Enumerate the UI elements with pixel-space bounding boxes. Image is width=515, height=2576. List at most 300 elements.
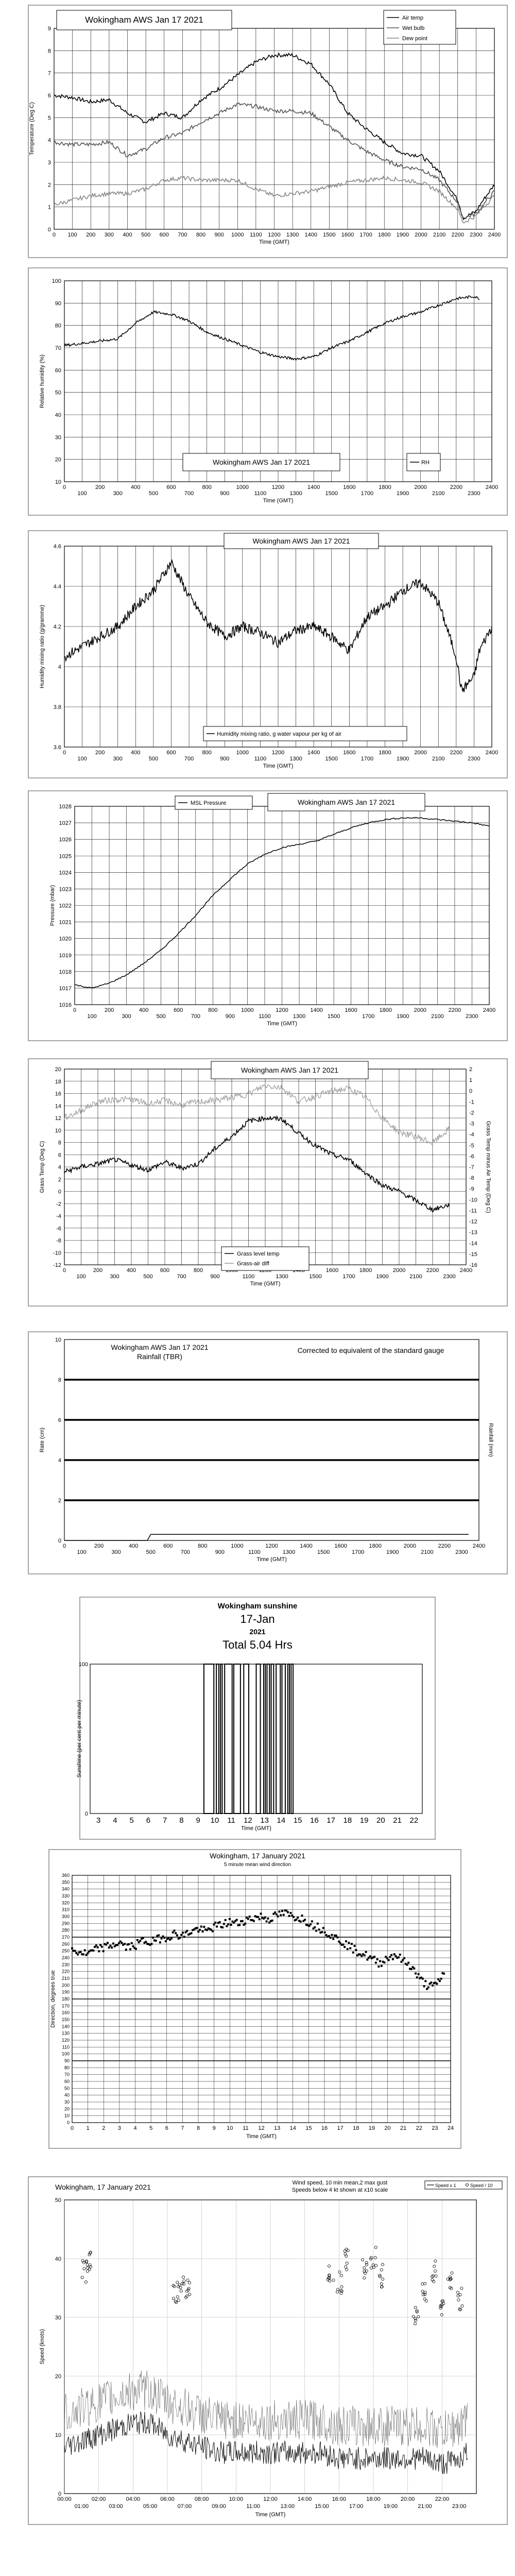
x-tick-label: 8: [196, 2125, 200, 2131]
direction-point: [406, 1964, 408, 1966]
x-tick-label: 1400: [304, 232, 317, 238]
x-axis-label: Time (GMT): [256, 1556, 287, 1563]
x-tick-label: 13: [260, 1816, 269, 1825]
y2-tick-label: -15: [469, 1251, 477, 1258]
x-tick-label: 1100: [250, 232, 262, 238]
direction-point: [264, 1917, 266, 1919]
x-tick-label: 1500: [323, 232, 336, 238]
direction-point: [105, 1943, 107, 1945]
direction-point: [418, 1973, 420, 1975]
y2-tick-label: -5: [469, 1142, 474, 1149]
direction-point: [84, 1949, 86, 1951]
x-tick-label: 1100: [254, 756, 267, 762]
x-tick-label: 16: [310, 1816, 319, 1825]
x-tick-label: 09:00: [212, 2503, 226, 2510]
direction-point: [129, 1948, 131, 1950]
x-tick-label: 300: [113, 756, 123, 762]
direction-point: [111, 1946, 113, 1948]
x-axis-label: Time (GMT): [259, 239, 289, 245]
x-tick-label: 2000: [415, 232, 427, 238]
y-tick-label: 250: [61, 1948, 70, 1954]
y-tick-label: 4.6: [53, 544, 61, 550]
direction-point: [203, 1926, 205, 1928]
x-tick-label: 700: [184, 756, 194, 762]
y-tick-label: 350: [61, 1879, 70, 1885]
x-tick-label: 200: [94, 1543, 104, 1549]
direction-point: [155, 1940, 157, 1942]
y-tick-label: 10: [55, 1127, 61, 1134]
x-tick-label: 1200: [271, 750, 285, 756]
y-tick-label: 70: [55, 345, 61, 351]
direction-point: [331, 1934, 333, 1936]
direction-point: [223, 1923, 225, 1925]
x-tick-label: 1400: [300, 1543, 313, 1549]
x-tick-label: 2200: [451, 232, 464, 238]
x-tick-label: 1700: [351, 1549, 365, 1555]
x-axis-label: Time (GMT): [241, 1825, 271, 1832]
direction-point: [175, 1932, 177, 1934]
direction-point: [271, 1920, 273, 1922]
direction-point: [173, 1929, 175, 1931]
direction-point: [274, 1911, 276, 1913]
y-tick-label: 10: [55, 1337, 61, 1343]
direction-point: [324, 1931, 326, 1934]
y-tick-label: 0: [58, 1189, 61, 1195]
x-tick-label: 13:00: [280, 2503, 295, 2510]
y-tick-label: 20: [55, 2374, 61, 2380]
direction-point: [281, 1910, 283, 1912]
y-tick-label: -8: [56, 1238, 61, 1244]
x-tick-label: 3: [96, 1816, 101, 1825]
y-tick-label: 100: [78, 1662, 88, 1668]
direction-point: [107, 1942, 109, 1944]
y-tick-label: 20: [55, 456, 61, 463]
direction-point: [348, 1942, 350, 1944]
direction-point: [332, 1938, 334, 1940]
direction-point: [125, 1948, 127, 1951]
x-tick-label: 17: [327, 1816, 335, 1825]
y-tick-label: 20: [55, 1066, 61, 1073]
y-tick-label: 50: [55, 389, 61, 396]
direction-point: [398, 1956, 400, 1958]
direction-point: [381, 1965, 383, 1967]
x-tick-label: 1200: [265, 1543, 278, 1549]
x-tick-label: 300: [111, 1549, 121, 1555]
y2-tick-label: 2: [469, 1066, 473, 1073]
x-tick-label: 22:00: [435, 2496, 450, 2502]
x-tick-label: 22: [409, 1816, 419, 1825]
y-tick-label: 90: [64, 2058, 70, 2063]
y2-tick-label: -9: [469, 1186, 474, 1193]
y-tick-label: 3.8: [53, 704, 61, 710]
y-tick-label: 9: [47, 26, 51, 32]
direction-point: [317, 1923, 319, 1925]
x-tick-label: 20:00: [400, 2496, 415, 2502]
y-tick-label: 360: [61, 1873, 70, 1878]
direction-point: [342, 1943, 344, 1945]
direction-point: [407, 1962, 409, 1964]
direction-point: [139, 1940, 141, 1942]
direction-point: [244, 1923, 246, 1925]
y-tick-label: 1022: [59, 903, 72, 909]
x-tick-label: 2000: [414, 750, 427, 756]
y-tick-label: 18: [55, 1078, 61, 1085]
y-axis-label: Humidity mixing ratio (g/gramme): [39, 605, 45, 688]
x-tick-label: 1800: [369, 1543, 382, 1549]
y-tick-label: 330: [61, 1893, 70, 1899]
x-tick-label: 9: [196, 1816, 200, 1825]
direction-point: [165, 1940, 167, 1942]
x-tick-label: 500: [141, 232, 151, 238]
x-tick-label: 2300: [468, 490, 480, 497]
x-axis-label: Time (GMT): [263, 498, 294, 504]
x-tick-label: 2100: [421, 1549, 434, 1555]
x-tick-label: 6: [146, 1816, 151, 1825]
direction-point: [289, 1912, 291, 1914]
direction-point: [335, 1935, 337, 1937]
x-tick-label: 2400: [459, 1267, 473, 1274]
y-tick-label: 30: [55, 434, 61, 441]
direction-point: [360, 1955, 363, 1957]
y-tick-label: 340: [61, 1886, 70, 1892]
y-tick-label: 130: [61, 2030, 70, 2036]
legend-entry: Grass-air diff: [237, 1261, 269, 1267]
y2-tick-label: -2: [469, 1110, 474, 1116]
direction-point: [288, 1915, 290, 1917]
y-tick-label: 0: [58, 2491, 61, 2497]
direction-point: [158, 1934, 160, 1936]
direction-point: [249, 1916, 251, 1918]
y-tick-label: 0: [58, 1538, 61, 1544]
x-tick-label: 800: [202, 484, 212, 490]
y-tick-label: 210: [61, 1976, 70, 1981]
y-tick-label: -10: [53, 1250, 61, 1257]
legend-entry: Speed x 1: [435, 2183, 456, 2188]
y-tick-label: -6: [56, 1225, 61, 1232]
x-tick-label: 1100: [248, 1549, 261, 1555]
direction-point: [365, 1951, 367, 1953]
x-tick-label: 12: [244, 1816, 252, 1825]
x-tick-label: 300: [104, 232, 114, 238]
x-tick-label: 1700: [359, 232, 372, 238]
x-tick-label: 500: [156, 1013, 166, 1020]
x-tick-label: 2000: [403, 1543, 417, 1549]
y-tick-label: 16: [55, 1091, 61, 1097]
x-tick-label: 1700: [342, 1274, 355, 1280]
x-tick-label: 1300: [293, 1013, 306, 1020]
direction-point: [238, 1924, 241, 1926]
direction-point: [345, 1940, 347, 1942]
direction-point: [116, 1944, 118, 1946]
y-tick-label: 4: [58, 1164, 61, 1171]
chart-title: Wokingham AWS Jan 17 2021: [252, 537, 350, 545]
x-tick-label: 1000: [236, 750, 249, 756]
x-tick-label: 700: [191, 1013, 200, 1020]
x-tick-label: 2000: [414, 484, 427, 490]
direction-point: [422, 1978, 424, 1980]
direction-point: [87, 1952, 89, 1954]
x-tick-label: 2100: [432, 490, 445, 497]
y-tick-label: 1025: [59, 853, 72, 860]
chart-title: Wokingham, 17 January 2021: [55, 2183, 151, 2191]
direction-point: [399, 1954, 401, 1956]
direction-point: [293, 1916, 295, 1918]
direction-point: [424, 1980, 426, 1982]
x-tick-label: 20: [384, 2125, 391, 2131]
y2-tick-label: -7: [469, 1164, 474, 1171]
x-tick-label: 16: [321, 2125, 328, 2131]
x-tick-label: 14:00: [297, 2496, 312, 2502]
y-tick-label: 300: [61, 1914, 70, 1919]
x-tick-label: 10: [210, 1816, 219, 1825]
x-tick-label: 800: [208, 1007, 218, 1013]
x-tick-label: 900: [220, 756, 230, 762]
direction-point: [410, 1968, 413, 1970]
direction-point: [267, 1918, 269, 1920]
x-tick-label: 2200: [450, 750, 463, 756]
x-tick-label: 23:00: [452, 2503, 467, 2510]
x-tick-label: 21: [393, 1816, 402, 1825]
x-tick-label: 16:00: [332, 2496, 347, 2502]
direction-point: [71, 1947, 73, 1950]
x-tick-label: 24: [447, 2125, 454, 2131]
y-axis-label: Rate (cm): [39, 1427, 45, 1453]
direction-point: [322, 1927, 324, 1929]
direction-point: [136, 1939, 139, 1941]
direction-point: [102, 1950, 105, 1952]
x-tick-label: 1500: [325, 756, 338, 762]
x-axis-label: Time (GMT): [250, 1281, 281, 1287]
y-tick-label: 30: [64, 2099, 70, 2105]
x-tick-label: 17:00: [349, 2503, 364, 2510]
direction-point: [389, 1956, 391, 1958]
x-tick-label: 1600: [345, 1007, 357, 1013]
x-tick-label: 13: [274, 2125, 281, 2131]
direction-point: [257, 1916, 259, 1918]
legend-entry: Air temp: [402, 15, 423, 21]
y-tick-label: 100: [52, 278, 61, 284]
x-tick-label: 08:00: [194, 2496, 209, 2502]
y-tick-label: 6: [58, 1152, 61, 1159]
x-axis-label: Time (GMT): [255, 2512, 286, 2518]
direction-point: [74, 1950, 76, 1952]
direction-point: [283, 1914, 285, 1916]
x-tick-label: 18:00: [366, 2496, 381, 2502]
direction-point: [301, 1914, 303, 1917]
y-tick-label: 80: [55, 323, 61, 329]
x-tick-label: 700: [177, 1274, 186, 1280]
direction-point: [121, 1942, 123, 1944]
legend-entry: RH: [421, 460, 430, 466]
x-axis-label: Time (GMT): [246, 2133, 277, 2140]
direction-point: [176, 1934, 178, 1936]
direction-point: [416, 1976, 418, 1978]
direction-point: [338, 1941, 340, 1943]
direction-point: [163, 1937, 165, 1939]
y-tick-label: 1027: [59, 820, 72, 827]
y-tick-label: 310: [61, 1907, 70, 1912]
x-tick-label: 06:00: [160, 2496, 175, 2502]
direction-point: [92, 1950, 94, 1952]
direction-point: [161, 1938, 163, 1940]
direction-point: [202, 1930, 204, 1933]
y2-tick-label: -8: [469, 1175, 474, 1182]
x-tick-label: 1100: [259, 1013, 271, 1020]
direction-point: [152, 1937, 154, 1939]
y-tick-label: 40: [55, 412, 61, 418]
y2-tick-label: -12: [469, 1218, 477, 1225]
y-axis-label: Direction, degrees true: [50, 1970, 56, 2028]
x-tick-label: 1800: [379, 750, 391, 756]
direction-point: [430, 1981, 432, 1984]
direction-point: [183, 1936, 185, 1938]
y-tick-label: 3.6: [53, 744, 61, 751]
direction-point: [247, 1918, 249, 1920]
direction-point: [95, 1944, 97, 1946]
direction-point: [97, 1946, 99, 1948]
direction-point: [221, 1926, 224, 1928]
x-tick-label: 0: [62, 1543, 66, 1549]
direction-point: [413, 1968, 415, 1970]
direction-point: [300, 1921, 302, 1923]
direction-point: [415, 1972, 417, 1974]
y-tick-label: 3: [47, 160, 51, 166]
x-tick-label: 15: [305, 2125, 312, 2131]
x-tick-label: 2100: [431, 1013, 444, 1020]
y-tick-label: 12: [55, 1115, 61, 1122]
direction-point: [242, 1920, 244, 1922]
x-tick-label: 1600: [325, 1267, 339, 1274]
direction-point: [297, 1917, 299, 1919]
x-tick-label: 1400: [307, 750, 320, 756]
x-tick-label: 2000: [414, 1007, 427, 1013]
y-tick-label: 0: [47, 227, 51, 233]
direction-point: [259, 1918, 261, 1920]
y-tick-label: 2: [47, 182, 51, 189]
y-tick-label: 230: [61, 1962, 70, 1968]
direction-point: [112, 1942, 114, 1944]
direction-point: [437, 1978, 439, 1980]
chart-title: Wokingham AWS Jan 17 2021: [85, 15, 203, 25]
x-tick-label: 400: [131, 750, 141, 756]
direction-point: [145, 1941, 147, 1943]
x-tick-label: 2200: [426, 1267, 439, 1274]
direction-point: [392, 1958, 394, 1960]
direction-point: [82, 1953, 84, 1955]
x-tick-label: 1500: [325, 490, 338, 497]
y-tick-label: 8: [47, 48, 51, 55]
y2-tick-label: -4: [469, 1131, 474, 1138]
y-tick-label: 40: [55, 2256, 61, 2262]
x-tick-label: 8: [179, 1816, 184, 1825]
x-tick-label: 1700: [360, 490, 374, 497]
direction-point: [364, 1954, 366, 1956]
y2-axis-label: Rainfall (mm): [488, 1423, 494, 1457]
x-tick-label: 1: [86, 2125, 90, 2131]
y-tick-label: 4: [47, 137, 51, 144]
direction-point: [377, 1965, 380, 1968]
y-axis-label: Grass Temp (Deg C): [39, 1141, 45, 1193]
y-tick-label: 80: [64, 2065, 70, 2071]
x-tick-label: 19:00: [383, 2503, 398, 2510]
direction-point: [200, 1926, 202, 1928]
y-tick-label: 4.2: [53, 624, 61, 630]
direction-point: [128, 1943, 130, 1945]
x-tick-label: 900: [220, 490, 230, 497]
direction-point: [182, 1931, 184, 1934]
direction-point: [379, 1960, 381, 1962]
x-tick-label: 17: [337, 2125, 344, 2131]
direction-point: [172, 1931, 174, 1934]
y-tick-label: 10: [55, 479, 61, 485]
y-tick-label: 8: [58, 1140, 61, 1146]
y-tick-label: 6: [58, 1417, 61, 1423]
y-tick-label: 30: [55, 2315, 61, 2321]
x-tick-label: 1200: [276, 1007, 288, 1013]
legend-entry: Dew point: [402, 36, 427, 42]
y-tick-label: -4: [56, 1213, 61, 1219]
direction-point: [383, 1961, 385, 1963]
direction-point: [321, 1931, 323, 1933]
legend-entry: MSL Pressure: [191, 800, 227, 806]
direction-point: [180, 1934, 182, 1936]
x-tick-label: 700: [180, 1549, 190, 1555]
y-tick-label: 270: [61, 1935, 70, 1940]
x-tick-label: 23: [432, 2125, 438, 2131]
direction-point: [336, 1936, 338, 1938]
y-tick-label: 1017: [59, 985, 72, 992]
y-tick-label: 240: [61, 1955, 70, 1960]
legend-box: [221, 1247, 309, 1270]
x-tick-label: 12: [258, 2125, 265, 2131]
x-tick-label: 1400: [307, 484, 320, 490]
x-tick-label: 500: [143, 1274, 153, 1280]
y-tick-label: 14: [55, 1103, 61, 1110]
direction-point: [423, 1985, 425, 1987]
y2-axis-label: Grass Temp minus Air Temp (Deg C): [485, 1121, 491, 1213]
direction-point: [369, 1955, 371, 1957]
y-tick-label: 1016: [59, 1002, 72, 1008]
x-tick-label: 1800: [379, 1007, 392, 1013]
x-tick-label: 1900: [396, 490, 409, 497]
y-tick-label: 7: [47, 70, 51, 77]
y-tick-label: 1026: [59, 837, 72, 843]
y2-tick-label: -10: [469, 1197, 477, 1204]
direction-point: [393, 1953, 396, 1955]
x-tick-label: 15: [293, 1816, 302, 1825]
x-tick-label: 1900: [386, 1549, 399, 1555]
direction-point: [351, 1943, 353, 1945]
x-tick-label: 700: [184, 490, 194, 497]
direction-point: [226, 1925, 228, 1927]
direction-point: [440, 1978, 442, 1980]
y-tick-label: 260: [61, 1941, 70, 1947]
x-tick-label: 1000: [231, 1543, 244, 1549]
x-tick-label: 11:00: [246, 2503, 261, 2510]
x-tick-label: 100: [77, 490, 87, 497]
y-tick-label: 1: [47, 204, 51, 211]
direction-point: [314, 1926, 316, 1928]
x-tick-label: 07:00: [177, 2503, 192, 2510]
x-tick-label: 2400: [472, 1543, 486, 1549]
y-tick-label: 60: [64, 2079, 70, 2084]
y-tick-label: 110: [62, 2044, 70, 2050]
x-tick-label: 4: [113, 1816, 117, 1825]
x-tick-label: 1200: [271, 484, 285, 490]
direction-point: [191, 1932, 193, 1934]
direction-point: [225, 1919, 227, 1921]
direction-point: [186, 1930, 188, 1932]
